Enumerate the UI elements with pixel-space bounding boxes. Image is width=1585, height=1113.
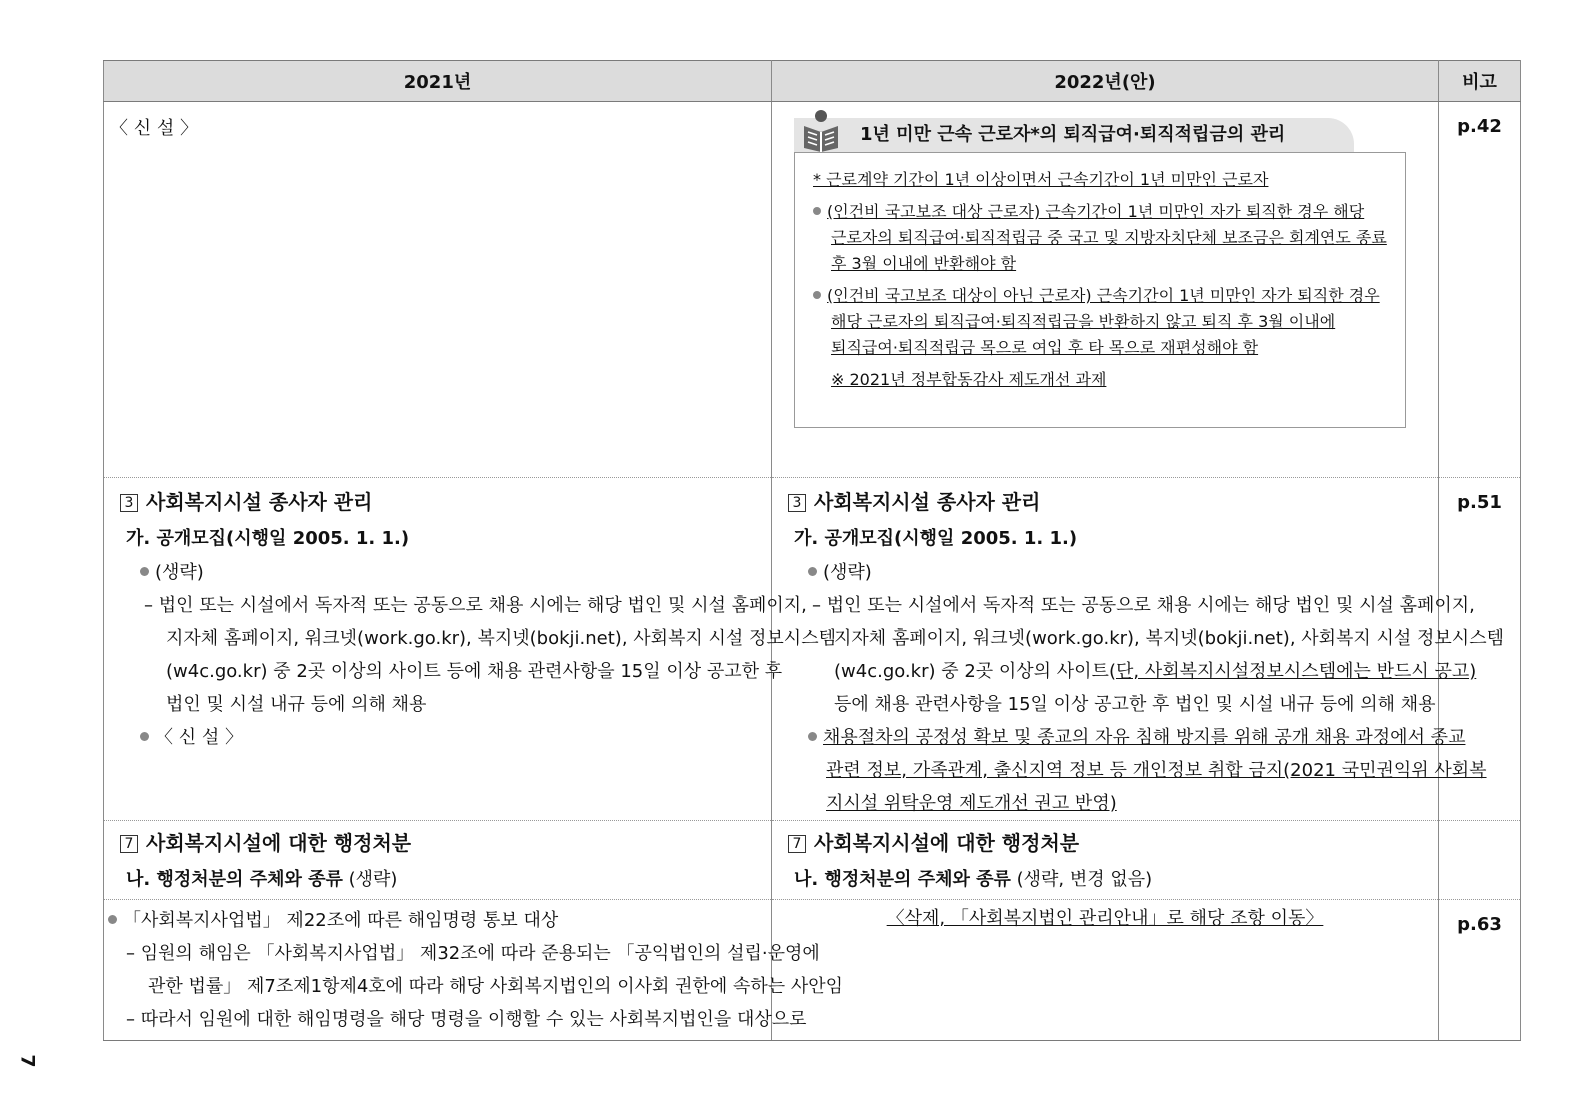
cell-2021: [104, 821, 772, 900]
subsection-title: 나. 행정처분의 주체와 종류 (생략): [126, 869, 398, 890]
bullet-icon: [140, 567, 149, 576]
table-row: [104, 478, 1521, 821]
cell-note: [1439, 900, 1521, 1041]
cell-2022: [772, 102, 1439, 478]
bullet-icon: [140, 732, 149, 741]
box-title: 1년 미만 근속 근로자*의 퇴직급여·퇴직적립금의 관리: [860, 124, 1286, 145]
page-number: 7: [16, 1054, 39, 1074]
section-title: 7 사회복지시설에 대한 행정처분: [110, 823, 765, 863]
book-reader-icon: [800, 108, 842, 152]
cell-2022: [772, 900, 1439, 1041]
comparison-table: [103, 60, 1521, 1041]
section-title: 3 사회복지시설 종사자 관리: [778, 482, 1432, 522]
section-title: 7 사회복지시설에 대한 행정처분: [778, 823, 1432, 863]
cell-2022: [772, 821, 1439, 900]
deletion-note: 〈삭제, 「사회복지법인 관리안내」로 해당 조항 이동〉: [886, 908, 1324, 929]
footnote: * 근로계약 기간이 1년 이상이면서 근속기간이 1년 미만인 근로자: [813, 170, 1269, 189]
table-header-row: [104, 61, 1521, 102]
cell-note: [1439, 102, 1521, 478]
list-item: (인건비 국고보조 대상이 아닌 근로자) 근속기간이 1년 미만인 자가 퇴직한 경우 해당 근로자의 퇴직급여·퇴직적립금을 반환하지 않고 퇴직 후 3월 이내에 퇴직급여·퇴직적립금 목으로 여입 후 타 목으로 재편성해야 함: [813, 283, 1389, 361]
header-note: 비고: [1439, 61, 1521, 102]
bullet-icon: [808, 732, 817, 741]
bullet-icon: [813, 207, 821, 215]
cell-note: [1439, 821, 1521, 900]
cell-2022: 3 사회복지시설 종사자 관리 가. 공개모집(시행일 2005. 1. 1.) (생략) – 법인 또는 시설에서 독자적 또는 공동으로 채용 시에는 해당 법인 및 시설 홈페이지, 지자체 홈페이지, 워크넷(work.go.kr), 복지넷(bokji.net), 사회복지 시설 정보시스템 (w4c.go.kr) 중 2곳 이상의 사이트(단, 사회복지시설정보시스템에는 반드시 공고) 등에 채용 관련사항을 15일 이상 공고한 후 법인 및 시설 내규 등에 의해 채용 채용절차의 공정성 확보 및 종교의 자유 침해 방지를 위해 공개 채용 과정에서 종교 관련 정보, 가족관계, 출신지역 정보 등 개인정보 취합 금지(2021 국민권익위 사회복 지시설 위탁운영 제도개선 권고 반영): [772, 478, 1439, 821]
page-ref: p.51: [1457, 492, 1502, 513]
list-item: – 따라서 임원에 대한 해임명령을 해당 명령을 이행할 수 있는 사회복지법인을 대상으로: [126, 1009, 807, 1030]
box-body: [794, 152, 1406, 428]
header-2021: 2021년: [104, 61, 772, 102]
bullet-icon: [108, 915, 117, 924]
table-row: [104, 821, 1521, 900]
subsection-title: 가. 공개모집(시행일 2005. 1. 1.): [126, 528, 410, 549]
table-row: [104, 102, 1521, 478]
cell-2021: 3 사회복지시설 종사자 관리 가. 공개모집(시행일 2005. 1. 1.) (생략) – 법인 또는 시설에서 독자적 또는 공동으로 채용 시에는 해당 법인 및 시설 홈페이지, 지자체 홈페이지, 워크넷(work.go.kr), 복지넷(bokji.net), 사회복지 시설 정보시스템 (w4c.go.kr) 중 2곳 이상의 사이트 등에 채용 관련사항을 15일 이상 공고한 후 법인 및 시설 내규 등에 의해 채용 〈 신 설 〉: [104, 478, 772, 821]
remark: ※ 2021년 정부합동감사 제도개선 과제: [831, 370, 1107, 389]
section-title: 3 사회복지시설 종사자 관리: [110, 482, 765, 522]
page-ref: p.63: [1457, 914, 1502, 935]
list-item: 「사회복지사업법」 제22조에 따른 해임명령 통보 대상: [108, 904, 767, 937]
list-item: (생략): [778, 556, 1432, 589]
list-item: (인건비 국고보조 대상 근로자) 근속기간이 1년 미만인 자가 퇴직한 경우 해당 근로자의 퇴직급여·퇴직적립금 중 국고 및 지방자치단체 보조금은 회계연도 종료 후 3월 이내에 반환해야 함: [813, 199, 1389, 277]
subsection-title: 나. 행정처분의 주체와 종류 (생략, 변경 없음): [794, 869, 1153, 890]
bullet-icon: [813, 291, 821, 299]
list-item: 채용절차의 공정성 확보 및 종교의 자유 침해 방지를 위해 공개 채용 과정에서 종교: [778, 721, 1432, 754]
info-box: [794, 118, 1408, 428]
list-item: – 법인 또는 시설에서 독자적 또는 공동으로 채용 시에는 해당 법인 및 시설 홈페이지,: [144, 595, 807, 616]
subsection-title: 가. 공개모집(시행일 2005. 1. 1.): [794, 528, 1078, 549]
page-ref: p.42: [1457, 116, 1502, 137]
new-label: 〈 신 설 〉: [110, 118, 198, 139]
header-2022: 2022년(안): [772, 61, 1439, 102]
cell-2021: 「사회복지사업법」 제22조에 따른 해임명령 통보 대상 – 임원의 해임은 「사회복지사업법」 제32조에 따라 준용되는 「공익법인의 설립·운영에 관한 법률」 제7조제1항제4호에 따라 해당 사회복지법인의 이사회 권한에 속하는 사안임 – 따라서 임원에 대한 해임명령을 해당 명령을 이행할 수 있는 사회복지법인을 대상으로: [104, 900, 772, 1041]
list-item: (생략): [110, 556, 765, 589]
list-item: – 법인 또는 시설에서 독자적 또는 공동으로 채용 시에는 해당 법인 및 시설 홈페이지,: [812, 595, 1475, 616]
list-item: – 임원의 해임은 「사회복지사업법」 제32조에 따라 준용되는 「공익법인의 설립·운영에: [126, 943, 820, 964]
list-item: 〈 신 설 〉: [110, 721, 765, 754]
bullet-icon: [808, 567, 817, 576]
table-row: [104, 900, 1521, 1041]
cell-2021: [104, 102, 772, 478]
box-title-tab: [794, 118, 1354, 152]
